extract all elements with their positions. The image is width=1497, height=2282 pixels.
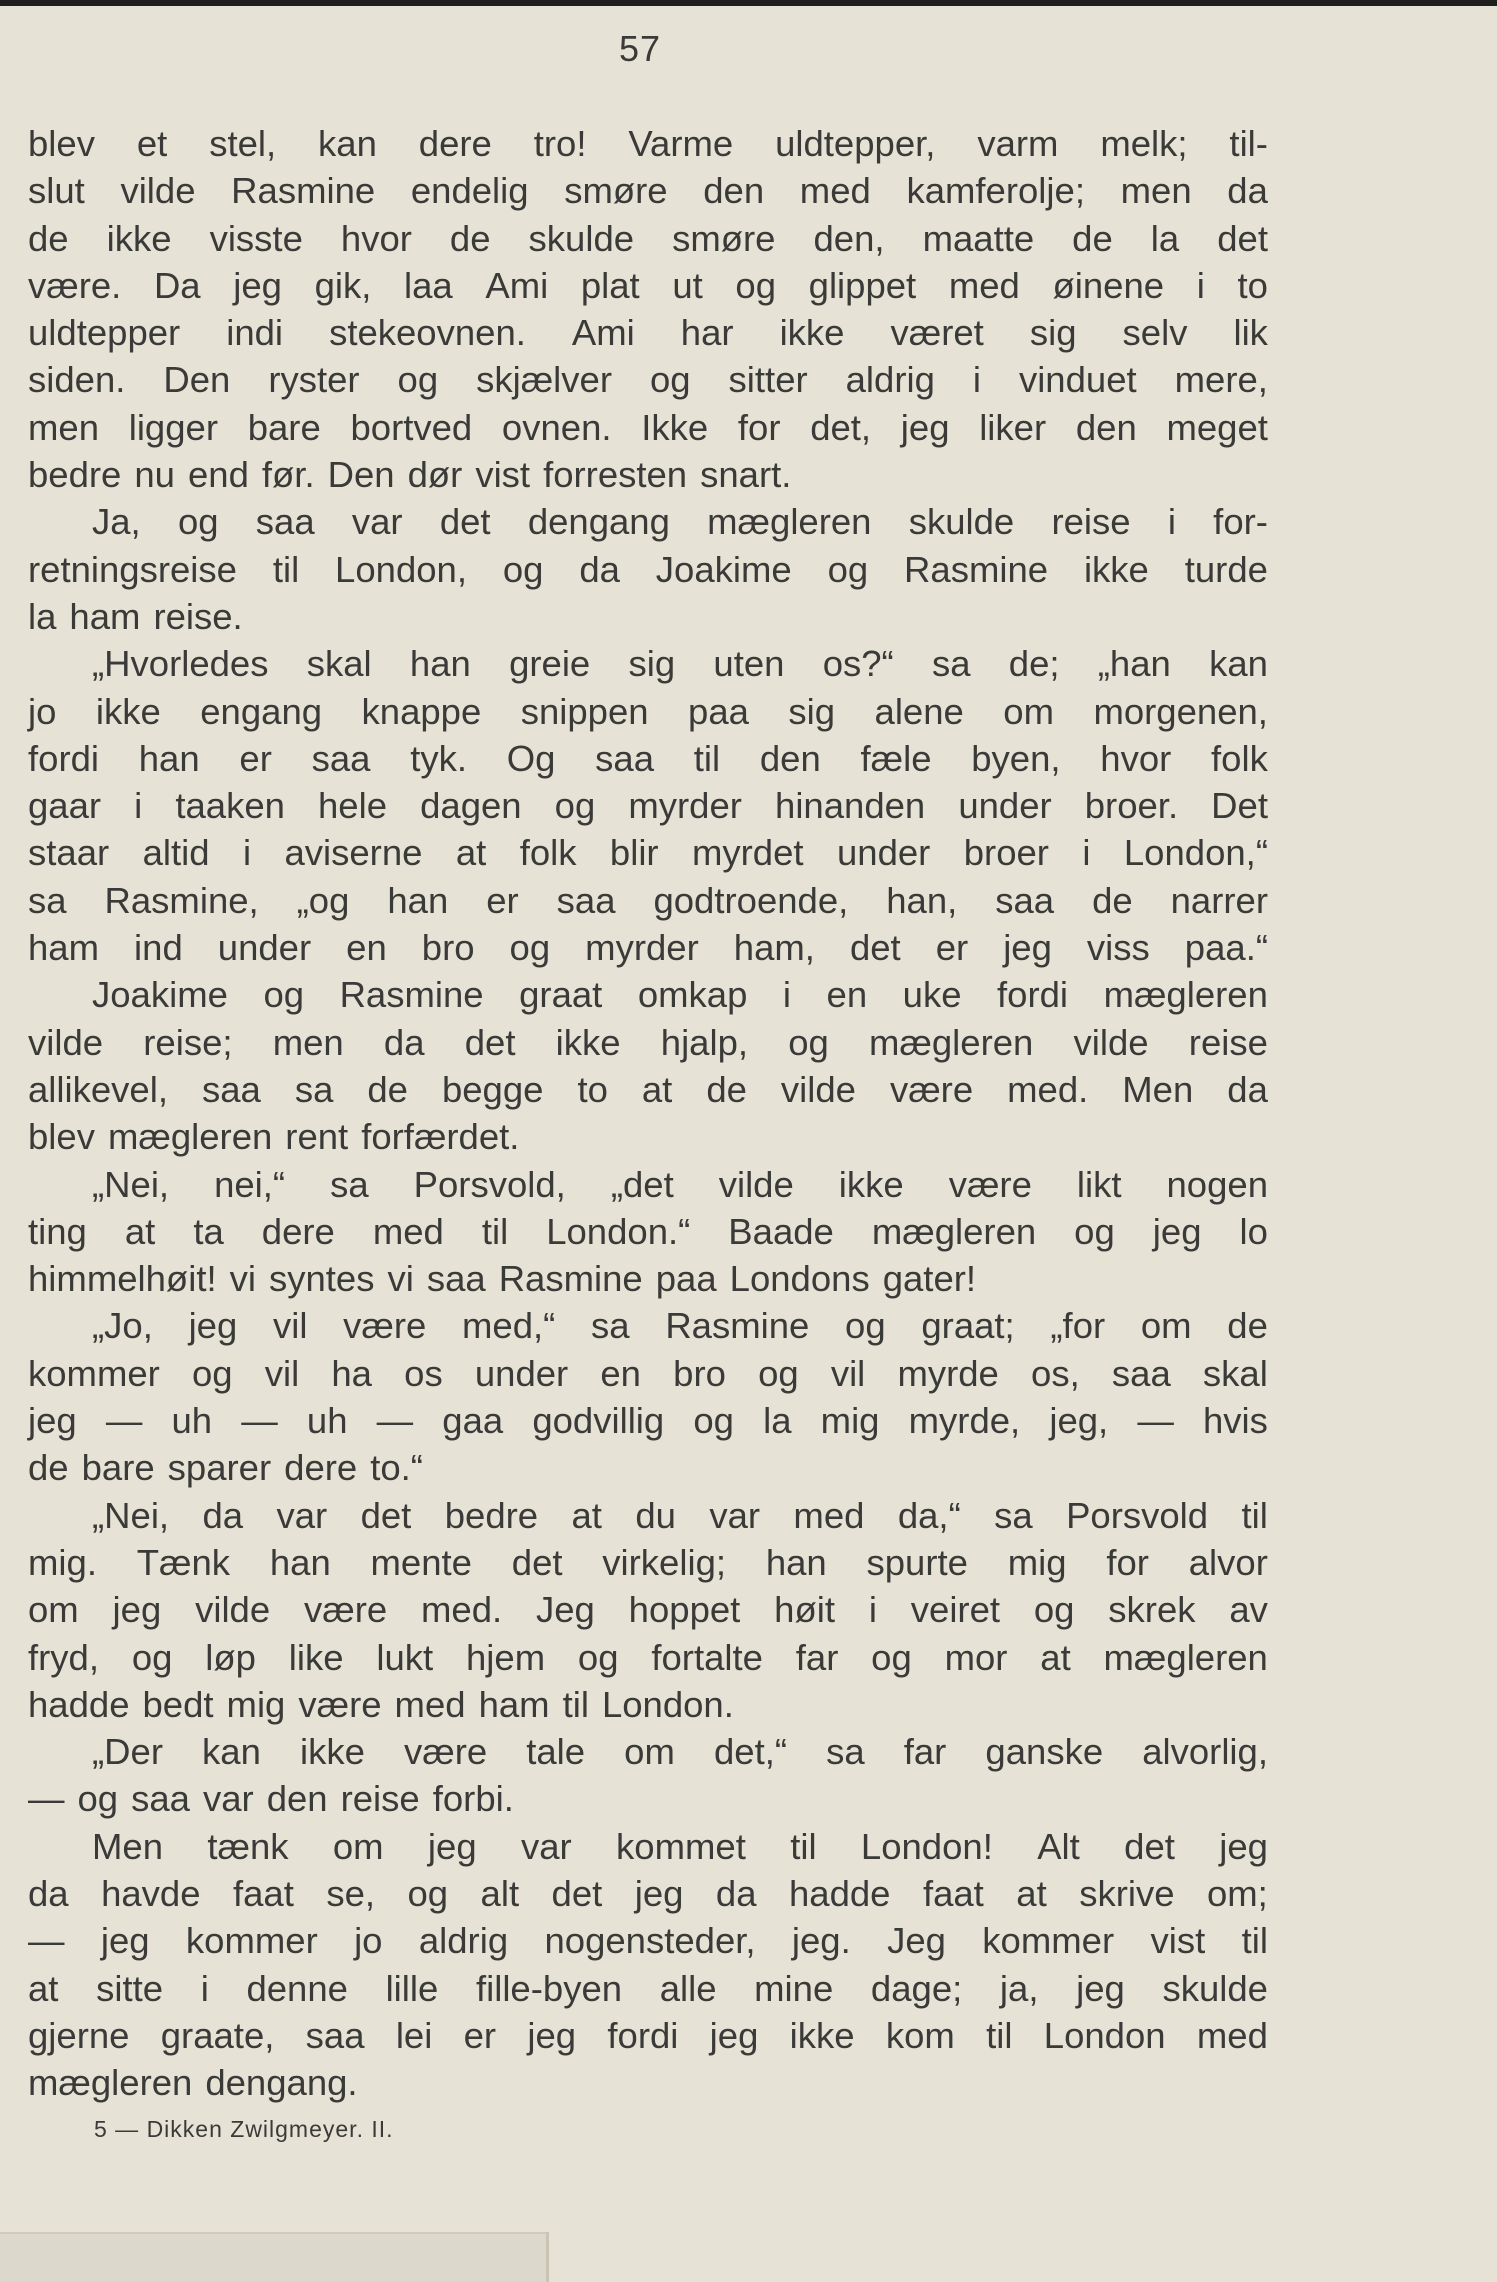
- text-line: være. Da jeg gik, laa Ami plat ut og glippet med øinene i to: [28, 264, 1268, 306]
- text-line: staar altid i aviserne at folk blir myrdet under broer i London,“: [28, 832, 1268, 874]
- text-line: „Hvorledes skal han greie sig uten os?“ sa de; „han kan: [92, 643, 1268, 685]
- text-line: ting at ta dere med til London.“ Baade mægleren og jeg lo: [28, 1210, 1268, 1252]
- text-line: at sitte i denne lille fille-byen alle mine dage; ja, jeg skulde: [28, 1967, 1268, 2009]
- text-line: de ikke visste hvor de skulde smøre den, maatte de la det: [28, 217, 1268, 259]
- text-line: mægleren dengang.: [28, 2062, 358, 2104]
- text-line: Joakime og Rasmine graat omkap i en uke fordi mægleren: [92, 974, 1268, 1016]
- signature-footer: 5 — Dikken Zwilgmeyer. II.: [94, 2116, 394, 2142]
- text-line: fryd, og løp like lukt hjem og fortalte far og mor at mægleren: [28, 1636, 1268, 1678]
- text-line: — jeg kommer jo aldrig nogensteder, jeg. Jeg kommer vist til: [28, 1920, 1268, 1962]
- text-line: mig. Tænk han mente det virkelig; han spurte mig for alvor: [28, 1541, 1268, 1583]
- text-line: gjerne graate, saa lei er jeg fordi jeg ikke kom til London med: [28, 2014, 1268, 2056]
- text-line: da havde faat se, og alt det jeg da hadde faat at skrive om;: [28, 1872, 1268, 1914]
- text-line: uldtepper indi stekeovnen. Ami har ikke været sig selv lik: [28, 312, 1268, 354]
- text-line: retningsreise til London, og da Joakime og Rasmine ikke turde: [28, 548, 1268, 590]
- text-line: gaar i taaken hele dagen og myrder hinanden under broer. Det: [28, 785, 1268, 827]
- text-line: fordi han er saa tyk. Og saa til den fæle byen, hvor folk: [28, 737, 1268, 779]
- text-line: la ham reise.: [28, 595, 243, 637]
- text-line: om jeg vilde være med. Jeg hoppet høit i veiret og skrek av: [28, 1589, 1268, 1631]
- text-line: blev et stel, kan dere tro! Varme uldtepper, varm melk; til-: [28, 123, 1268, 164]
- next-page-edge: [546, 2232, 549, 2282]
- next-page-shadow: [0, 2232, 548, 2282]
- body-text: [28, 120, 1268, 2106]
- text-line: jeg — uh — uh — gaa godvillig og la mig myrde, jeg, — hvis: [28, 1400, 1268, 1442]
- text-line: sa Rasmine, „og han er saa godtroende, han, saa de narrer: [28, 879, 1268, 921]
- text-line: blev mægleren rent forfærdet.: [28, 1116, 520, 1158]
- text-line: hadde bedt mig være med ham til London.: [28, 1683, 734, 1725]
- text-line: vilde reise; men da det ikke hjalp, og mægleren vilde reise: [28, 1021, 1268, 1063]
- text-line: siden. Den ryster og skjælver og sitter aldrig i vinduet mere,: [28, 359, 1268, 401]
- text-line: „Jo, jeg vil være med,“ sa Rasmine og graat; „for om de: [92, 1305, 1268, 1347]
- text-line: — og saa var den reise forbi.: [28, 1778, 514, 1820]
- text-line: allikevel, saa sa de begge to at de vilde være med. Men da: [28, 1068, 1268, 1110]
- text-line: himmelhøit! vi syntes vi saa Rasmine paa Londons gater!: [28, 1258, 977, 1300]
- text-line: ham ind under en bro og myrder ham, det er jeg viss paa.“: [28, 927, 1268, 969]
- text-line: Ja, og saa var det dengang mægleren skulde reise i for-: [92, 501, 1268, 543]
- text-line: kommer og vil ha os under en bro og vil myrde os, saa skal: [28, 1352, 1268, 1394]
- text-line: slut vilde Rasmine endelig smøre den med kamferolje; men da: [28, 170, 1268, 212]
- text-line: jo ikke engang knappe snippen paa sig alene om morgenen,: [28, 690, 1268, 732]
- text-line: „Nei, nei,“ sa Porsvold, „det vilde ikke være likt nogen: [92, 1163, 1268, 1205]
- page-number: 57: [618, 28, 662, 69]
- page-top-edge: [0, 0, 1497, 6]
- text-line: „Nei, da var det bedre at du var med da,“ sa Porsvold til: [92, 1494, 1268, 1536]
- text-line: de bare sparer dere to.“: [28, 1447, 423, 1489]
- text-line: bedre nu end før. Den dør vist forresten snart.: [28, 454, 792, 496]
- text-line: Men tænk om jeg var kommet til London! Alt det jeg: [92, 1825, 1268, 1867]
- text-line: men ligger bare bortved ovnen. Ikke for det, jeg liker den meget: [28, 406, 1268, 448]
- text-line: „Der kan ikke være tale om det,“ sa far ganske alvorlig,: [92, 1731, 1268, 1773]
